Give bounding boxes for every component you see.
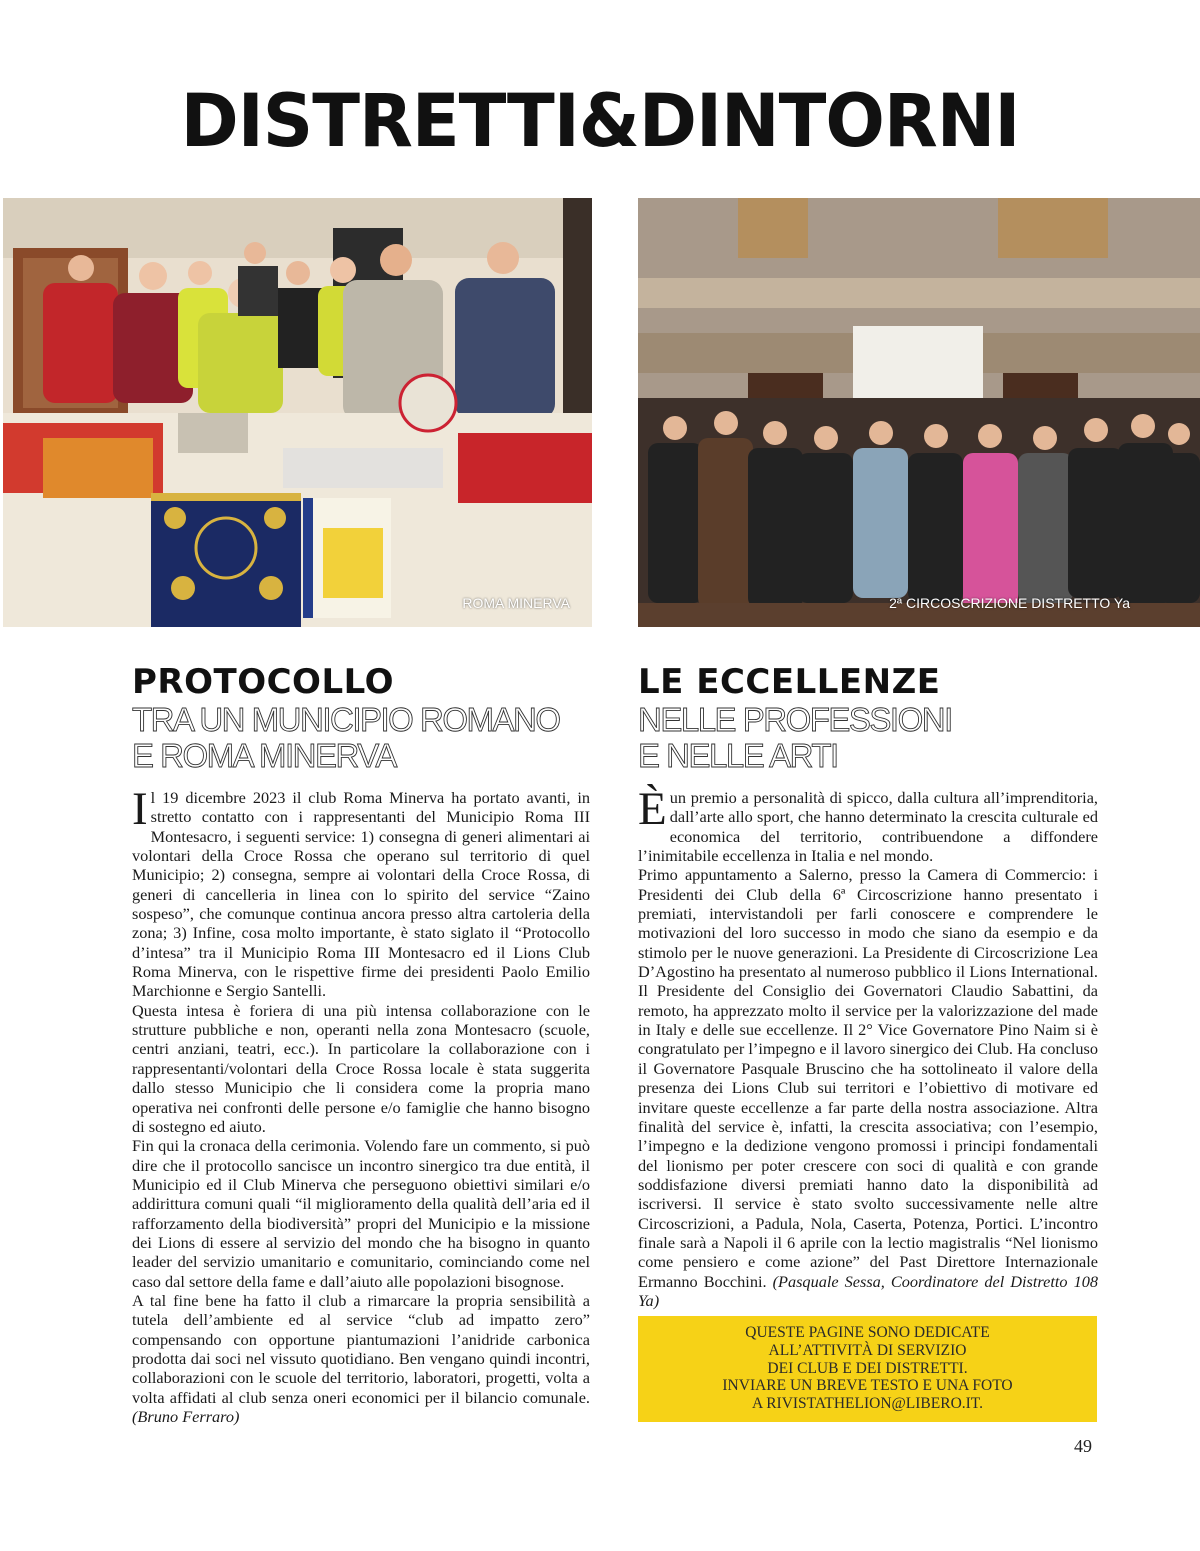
article-body [638, 783, 1099, 1310]
article-headline: LE ECCELLENZE [638, 662, 941, 702]
article-body [132, 783, 590, 1426]
photo-caption-right: 2ª CIRCOSCRIZIONE DISTRETTO Ya [889, 595, 1130, 611]
notice-line-2: ALL’ATTIVITÀ DI SERVIZIO [768, 1341, 967, 1359]
article-headline: PROTOCOLLO [132, 662, 394, 702]
article-subhead-line-2: E NELLE ARTI [638, 737, 838, 774]
article-subhead-line-1: TRA UN MUNICIPIO ROMANO [132, 701, 560, 738]
notice-email[interactable]: A RIVISTATHELION@LIBERO.IT. [751, 1395, 983, 1413]
submission-notice-box [638, 1316, 1097, 1422]
article-protocollo [132, 662, 590, 1426]
paragraph-3: Fin qui la cronaca della cerimonia. Volendo fare un commento, si può dire che il protocollo sancisce un incontro sinergico tra due entità, il Municipio ed il Club Minerva che perseguono obiettivi similari e/o addirittura comuni quali “il miglioramento della qualità dell’aria ed il rafforzamento della biodiversità” propri del Municipio e la missione dei Lions di essere al servizio del mondo che ha bisogno in quanto leader del servizio umanitario e comunitario, cominciando come nel caso dal settore della fame e dall’aiuto alle popolazioni bisognose. [132, 1136, 590, 1291]
author-signature: (Pasquale Sessa, Coordinatore del Distretto 108 Ya) [638, 1271, 1099, 1310]
photo-roma-minerva [3, 198, 592, 627]
page-number: 49 [1074, 1436, 1092, 1456]
notice-line-4: INVIARE UN BREVE TESTO E UNA FOTO [722, 1377, 1013, 1395]
notice-line-3: DEI CLUB E DEI DISTRETTI. [767, 1359, 968, 1377]
section-masthead: DISTRETTI&DINTORNI [180, 77, 1020, 165]
author-signature: (Bruno Ferraro) [132, 1407, 240, 1426]
paragraph-2: Questa intesa è foriera di una più intensa collaborazione con le strutture pubbliche e non, operanti nella zona Montesacro (scuole, centri anziani, teatri, ecc.). In particolare la collaborazione con i rappresentanti/volontari della Croce Rossa locale è stata suggerita dallo stesso Municipio che li considera come la propria mano operativa nei confronti delle persone e/o famiglie che hanno bisogno di sostegno ed aiuto. [132, 1000, 590, 1136]
notice-line-1: QUESTE PAGINE SONO DEDICATE [745, 1324, 990, 1341]
paragraph-4: A tal fine bene ha fatto il club a rimarcare la propria sensibilità a tutela dell’ambiente ed al service “club ad impatto zero” compensando con opportune piantumazioni l’anidride carbonica prodotta dai soci nel vissuto quotidiano. Ben vengano quindi incontri, collaborazioni con le scuole del territorio, laboratori, progetti, volta a volta affidati al club senza oneri economici per il bilancio comunale. [132, 1290, 590, 1407]
article-subhead-line-1: NELLE PROFESSIONI [638, 701, 952, 738]
paragraph-1: un premio a personalità di spicco, dalla cultura all’imprenditoria, dall’arte allo sport, che hanno determinato la crescita culturale ed economica del territorio, contribuendone a diffondere l’inimitabile eccellenza in Italia e nel mondo. [638, 788, 1098, 866]
paragraph-1: l 19 dicembre 2023 il club Roma Minerva ha portato avanti, in stretto contatto con i rappresentanti del Municipio Roma III Montesacro, i seguenti service: 1) consegna di generi alimentari ai volontari della Croce Rossa che operano sul territorio di quel Municipio; 2) consegna, sempre ai volontari della Croce Rossa, di generi di cancelleria in linea con lo spirito del service “Zaino sospeso”, che comunque continua ancora presso altra cartoleria della zona; 3) Infine, cosa molto importante, è stato siglato il “Protocollo d’intesa” tra il Municipio Roma III Montesacro ed il Lions Club Roma Minerva, con le rispettive firme dei presidenti Paolo Emilio Marchionne e Sergio Santelli. [132, 788, 590, 1001]
drop-cap: È [638, 783, 667, 835]
photo-caption-left: ROMA MINERVA [462, 595, 570, 611]
article-eccellenze [638, 662, 1098, 1310]
paragraph-2: Primo appuntamento a Salerno, presso la Camera di Commercio: i Presidenti dei Club della 6ª Circoscrizione hanno presentato i premiati, intervistandoli per farli conoscere e comprendere le motivazioni del loro successo in modo che siano da esempio e da stimolo per le nuove generazioni. La Presidente di Circoscrizione Lea D’Agostino ha presentato al numeroso pubblico il Lions International. Il Presidente del Consiglio dei Governatori Claudio Sabattini, da remoto, ha apprezzato molto il service per la valorizzazione del made in Italy e delle sue eccellenze. Il 2° Vice Governatore Pino Naim si è congratulato per l’impegno e il lavoro sinergico dei Club. Ha concluso il Governatore Pasquale Bruscino che ha sottolineato il valore della presenza dei Lions Club sui territori e l’obiettivo di motivare ed invitare queste eccellenze a far parte della nostra associazione. Altra finalità del service è, infatti, la crescita associativa; con l’esempio, l’impegno e la dedizione vengono promossi i principi fondamentali del lionismo per poter crescere con soci di qualità e con grande soddisfazione diversi premiati hanno dato la disponibilità ad iscriversi. Il service è stato svolto successivamente nelle altre Circoscrizioni, a Padula, Nola, Caserta, Potenza, Portici. L’incontro finale sarà a Napoli il 6 aprile con la lectio magistralis “Nel lionismo come pensiero e come azione” del Past Direttore Internazionale Ermanno Bocchini. [638, 865, 1098, 1291]
drop-cap: I [132, 783, 148, 835]
article-subhead-line-2: E ROMA MINERVA [132, 737, 396, 774]
photo-circoscrizione [638, 198, 1200, 627]
